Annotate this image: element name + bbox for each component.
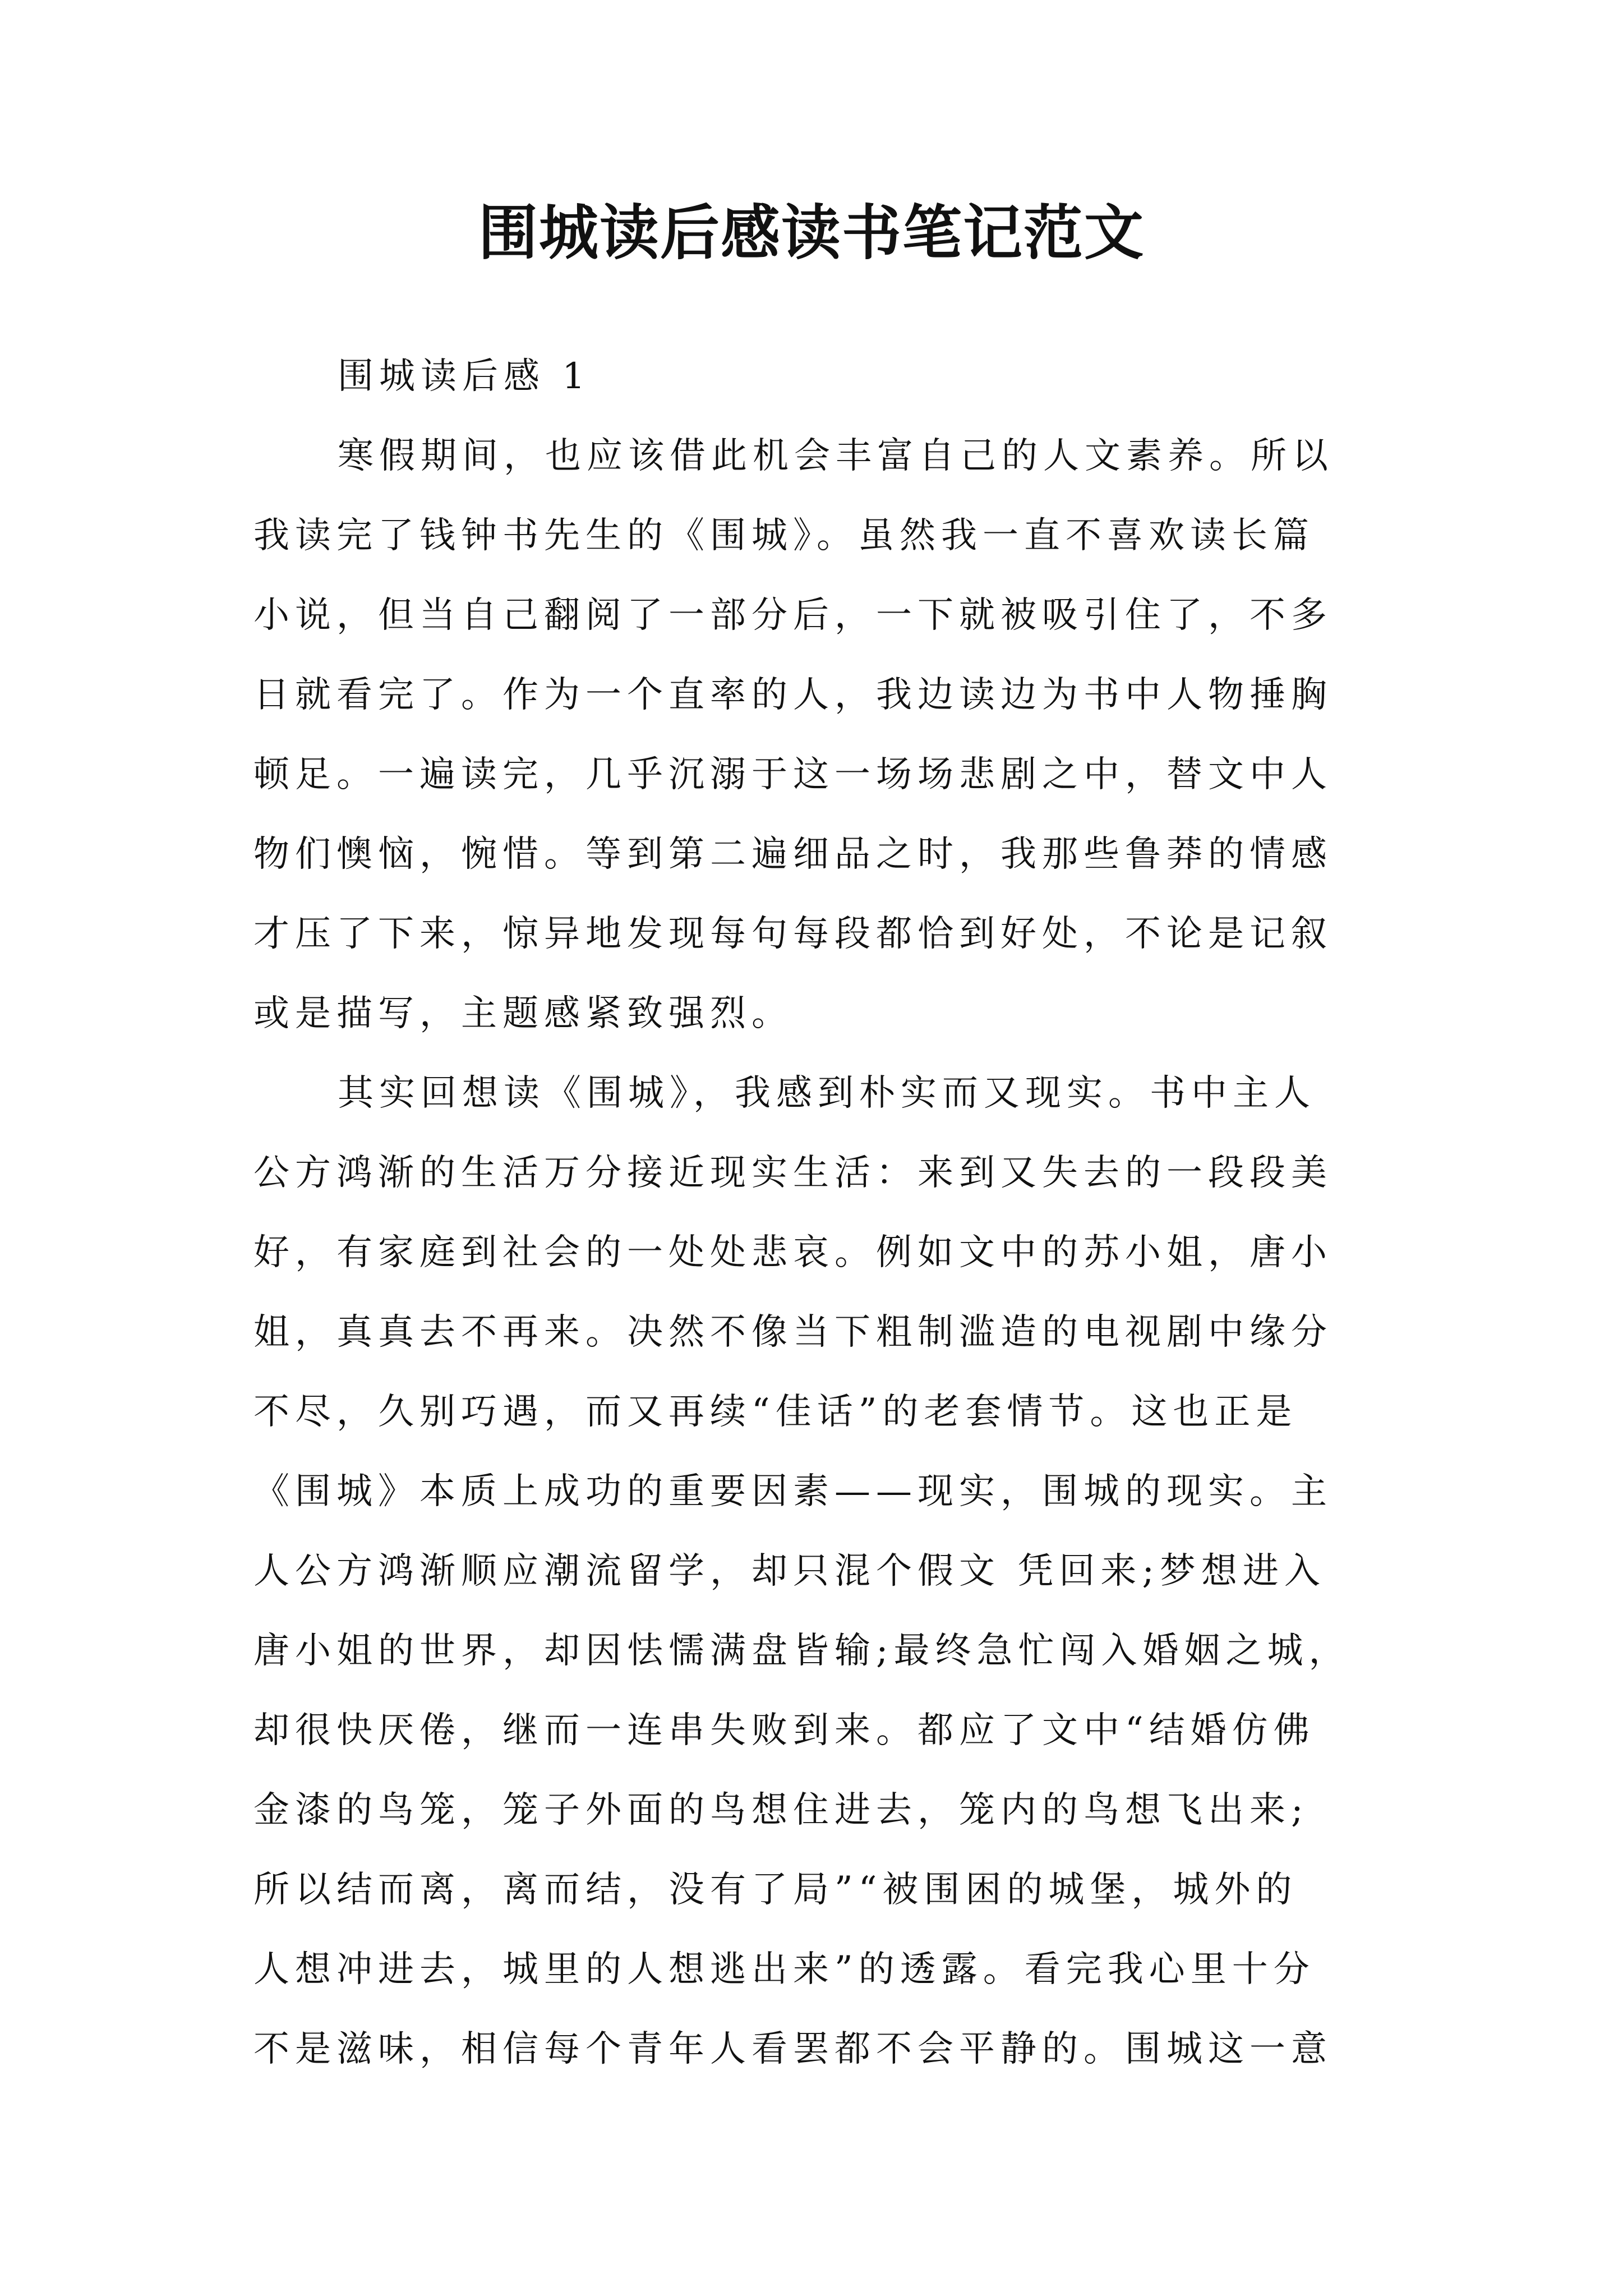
paragraph-line: 顿足。一遍读完，几乎沉溺于这一场场悲剧之中，替文中人: [253, 754, 1332, 795]
document-title: 围城读后感读书笔记范文: [478, 197, 1145, 268]
paragraph-line: 好，有家庭到社会的一处处悲哀。例如文中的苏小姐，唐小: [253, 1232, 1332, 1273]
paragraph-line: 所以结而离，离而结，没有了局”“被围困的城堡，城外的: [253, 1869, 1298, 1911]
paragraph-line: 人公方鸿渐顺应潮流留学，却只混个假文 凭回来;梦想进入: [253, 1550, 1326, 1592]
paragraph-line: 人想冲进去，城里的人想逃出来”的透露。看完我心里十分: [253, 1949, 1315, 1990]
paragraph-line: 其实回想读《围城》，我感到朴实而又现实。书中主人: [338, 1073, 1316, 1114]
paragraph-line: 才压了下来，惊异地发现每句每段都恰到好处，不论是记叙: [253, 913, 1332, 955]
paragraph-line: 日就看完了。作为一个直率的人，我边读边为书中人物捶胸: [253, 674, 1332, 716]
paragraph-line: 不是滋味，相信每个青年人看罢都不会平静的。围城这一意: [253, 2028, 1332, 2070]
paragraph-line: 却很快厌倦，继而一连串失败到来。都应了文中“结婚仿佛: [253, 1710, 1315, 1751]
paragraph-line: 物们懊恼，惋惜。等到第二遍细品之时，我那些鲁莽的情感: [253, 834, 1332, 875]
paragraph-line: 小说，但当自己翻阅了一部分后，一下就被吸引住了，不多: [253, 595, 1332, 636]
paragraph-line: 不尽，久别巧遇，而又再续“佳话”的老套情节。这也正是: [253, 1391, 1298, 1433]
paragraph-line: 唐小姐的世界，却因怯懦满盘皆输;最终急忙闯入婚姻之城，: [253, 1630, 1350, 1672]
section-heading: 围城读后感 1: [338, 356, 591, 397]
paragraph-line: 《围城》本质上成功的重要因素——现实，围城的现实。主: [253, 1471, 1332, 1512]
document-body: [253, 337, 1370, 2089]
paragraph-line: 寒假期间，也应该借此机会丰富自己的人文素养。所以: [338, 435, 1334, 477]
paragraph-line: 公方鸿渐的生活万分接近现实生活：来到又失去的一段段美: [253, 1152, 1332, 1194]
paragraph-line: 姐，真真去不再来。决然不像当下粗制滥造的电视剧中缘分: [253, 1312, 1332, 1353]
paragraph-line: 我读完了钱钟书先生的《围城》。虽然我一直不喜欢读长篇: [253, 515, 1315, 556]
paragraph-line: 或是描写，主题感紧致强烈。: [253, 993, 793, 1034]
paragraph-line: 金漆的鸟笼，笼子外面的鸟想住进去，笼内的鸟想飞出来;: [253, 1789, 1309, 1831]
